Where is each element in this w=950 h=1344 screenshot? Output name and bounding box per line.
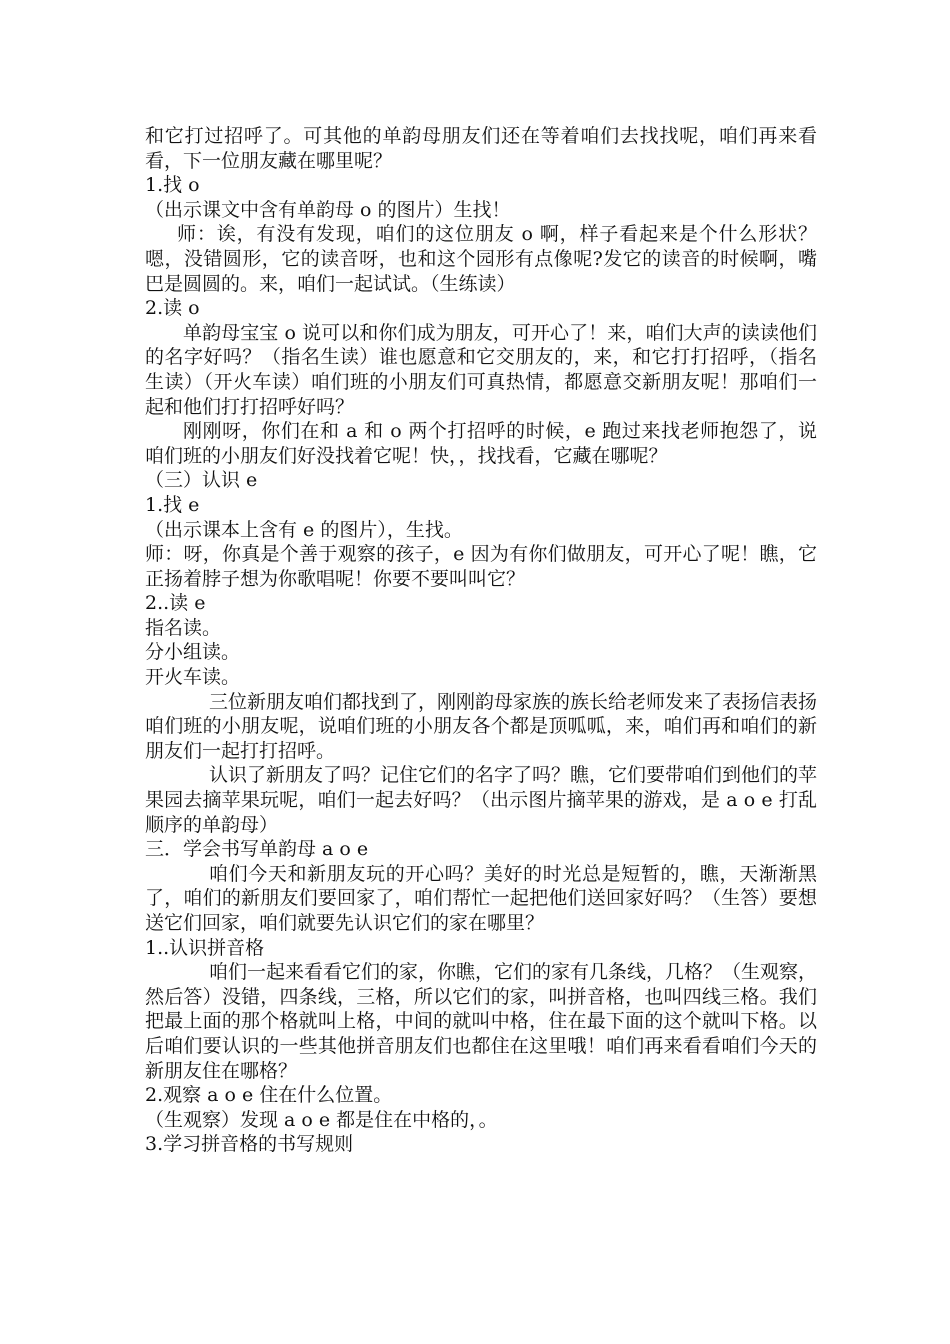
paragraph-o-friends: 单韵母宝宝 o 说可以和你们成为朋友，可开心了！来，咱们大声的读读他们的名字好吗？（指名生读）谁也愿意和它交朋友的，来，和它打打招呼，（指名生读）（开火车读）咱们班的小朋友们可真热情，都愿意交新朋友呢！那咱们一起和他们打打招呼好吗？ — [145, 321, 817, 418]
heading-pinyin-grid: 1..认识拼音格 — [145, 936, 265, 959]
paragraph-send-home: 咱们今天和新朋友玩的开心吗？美好的时光总是短暂的，瞧，天渐渐黑了，咱们的新朋友们要回家了，咱们帮忙一起把他们送回家好吗？（生答）要想送它们回家，咱们就要先认识它们的家在哪里？ — [145, 862, 817, 934]
document-body — [145, 124, 817, 1157]
heading-read-e: 2..读 e — [145, 592, 206, 615]
list-item-named-read: 指名读。 — [145, 616, 222, 639]
heading-writing-rules: 3.学习拼音格的书写规则 — [145, 1133, 354, 1156]
paragraph-apple-game: 认识了新朋友了吗？记住它们的名字了吗？瞧，它们要带咱们到他们的苹果园去摘苹果玩呢，咱们一起去好吗？（出示图片摘苹果的游戏，是 a o e 打乱顺序的单韵母） — [145, 764, 818, 836]
paragraph-teacher-o-shape: 师：诶，有没有发现，咱们的这位朋友 o 啊，样子看起来是个什么形状？嗯，没错圆形，它的读音呀，也和这个园形有点像呢?发它的读音的时候啊，嘴巴是圆圆的。来，咱们一起试试。（生练读） — [145, 223, 817, 295]
heading-know-e: （三）认识 e — [145, 469, 258, 492]
paragraph-four-lines-three-cells: 咱们一起来看看它们的家，你瞧，它们的家有几条线，几格？（生观察，然后答）没错，四条线，三格，所以它们的家，叫拼音格，也叫四线三格。我们把最上面的那个格就叫上格，中间的就叫中格，住在最下面的这个就叫下格。以后咱们要认识的一些其他拼音朋友们也都住在这里哦！咱们再来看看咱们今天的新朋友住在哪格？ — [145, 961, 818, 1082]
list-item-group-read: 分小组读。 — [145, 641, 241, 664]
paragraph-1: 和它打过招呼了。可其他的单韵母朋友们还在等着咱们去找找呢，咱们再来看看，下一位朋友藏在哪里呢？ — [145, 125, 817, 172]
heading-section-three: 三．学会书写单韵母 a o e — [145, 838, 369, 861]
heading-read-o: 2.读 o — [145, 297, 200, 320]
list-item-train-read: 开火车读。 — [145, 666, 241, 689]
paragraph-e-complains: 刚刚呀，你们在和 a 和 o 两个打招呼的时候，e 跑过来找老师抱怨了，说咱们班的小朋友们好没找着它呢！快，，找找看，它藏在哪呢？ — [145, 420, 817, 467]
heading-find-e: 1.找 e — [145, 493, 200, 516]
heading-observe-aoe: 2.观察 a o e 住在什么位置。 — [145, 1084, 393, 1107]
paragraph-praise-letter: 三位新朋友咱们都找到了，刚刚韵母家族的族长给老师发来了表扬信表扬咱们班的小朋友呢，说咱们班的小朋友各个都是顶呱呱，来，咱们再和咱们的新朋友们一起打打招呼。 — [145, 690, 818, 762]
paragraph-show-e-picture: （出示课本上含有 e 的图片），生找。 — [145, 518, 463, 541]
paragraph-middle-cell: （生观察）发现 a o e 都是住在中格的，。 — [145, 1108, 498, 1131]
paragraph-teacher-e: 师：呀，你真是个善于观察的孩子，e 因为有你们做朋友，可开心了呢！瞧，它正扬着脖子想为你歌唱呢！你要不要叫叫它？ — [145, 543, 817, 590]
paragraph-show-o-picture: （出示课文中含有单韵母 o 的图片）生找！ — [145, 198, 511, 221]
heading-find-o: 1.找 o — [145, 174, 200, 197]
